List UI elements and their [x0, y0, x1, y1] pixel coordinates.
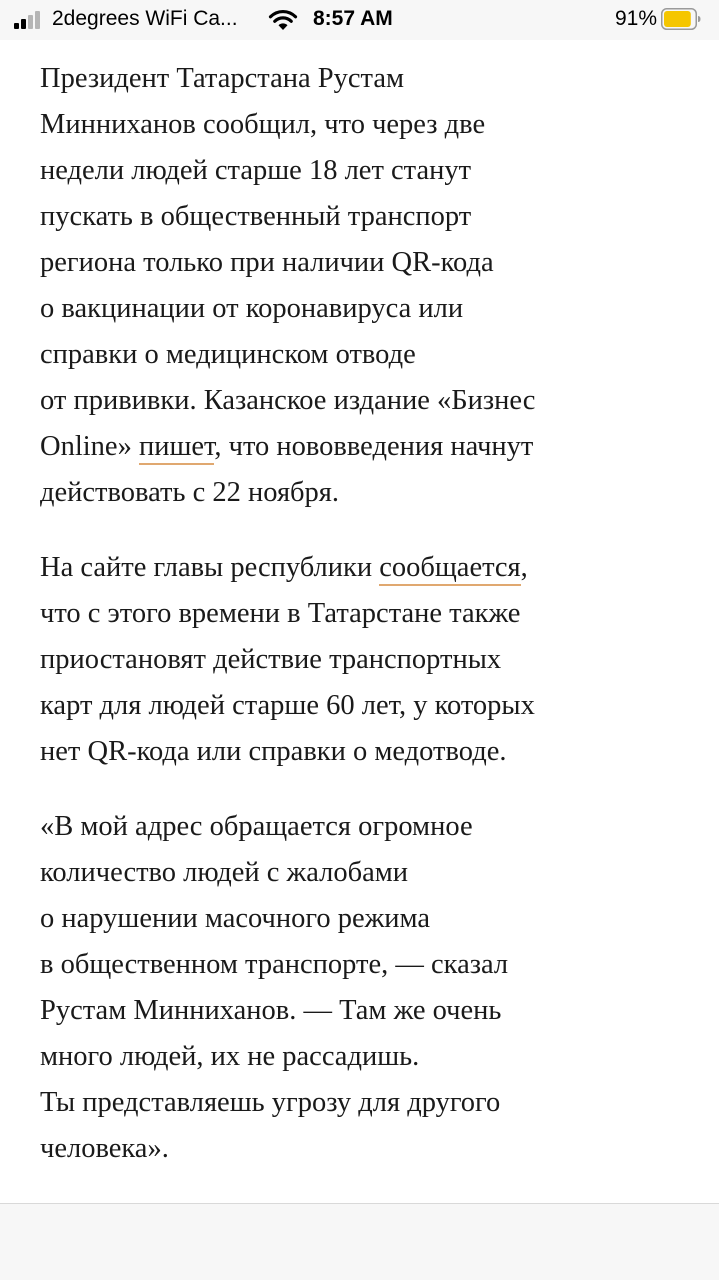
article-body	[40, 56, 700, 1201]
link-pishet[interactable]: пишет	[139, 431, 214, 465]
article-paragraph-2	[40, 545, 700, 775]
battery-percentage: 91%	[614, 7, 657, 30]
carrier-name: 2degrees WiFi Ca...	[52, 7, 238, 30]
clock: 8:57 AM	[313, 7, 393, 30]
wifi-icon	[268, 9, 298, 31]
battery-icon	[661, 8, 701, 30]
paragraph-2-text-end: , что с этого времени в Татарстане также приостановят действие транспортных карт для людей старше 60 лет, у которых нет QR-кода или справки о медотводе.	[40, 552, 535, 767]
battery-fill	[664, 11, 691, 27]
link-soobshchaetsya[interactable]: сообщается	[379, 552, 520, 586]
paragraph-1-text-end: , что нововведения начнут действовать с 22 ноября.	[40, 431, 534, 508]
article-paragraph-1	[40, 56, 700, 516]
paragraph-2-text-start: На сайте главы республики	[40, 552, 380, 583]
status-bar	[0, 0, 719, 40]
cellular-signal-icon	[14, 11, 46, 29]
article-paragraph-3-quote: «В мой адрес обращается огромное количество людей с жалобами о нарушении масочного режима в общественном транспорте, — сказал Рустам Минниханов. — Там же очень много людей, их не рассадишь. Ты представляешь угрозу для другого человека».	[40, 811, 509, 1164]
paragraph-1-text-start: Президент Татарстана Рустам Минниханов сообщил, что через две недели людей старше 18 лет станут пускать в общественный транспорт региона только при наличии QR-кода о вакцинации от коронавируса или справки о медицинском отводе от прививки. Казанское издание «Бизнес Online»	[40, 63, 536, 462]
bottom-toolbar	[0, 1203, 719, 1280]
